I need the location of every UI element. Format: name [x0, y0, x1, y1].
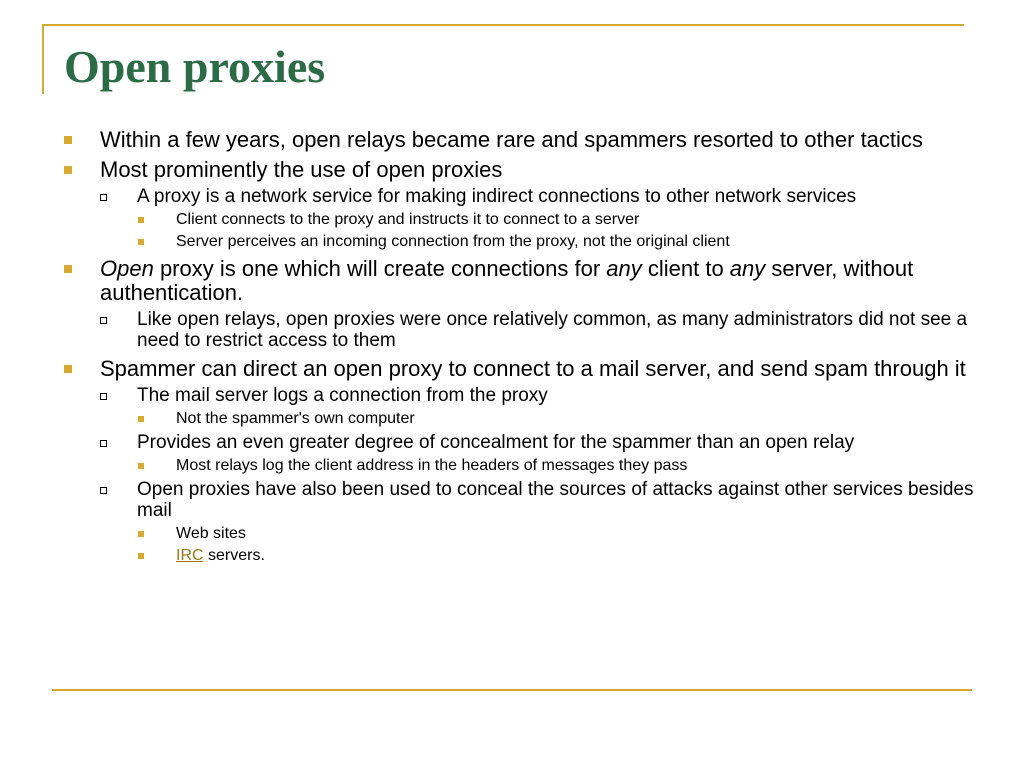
- frame-left-line: [42, 24, 44, 94]
- square-bullet-icon: [138, 416, 144, 422]
- hollow-square-bullet-icon: [100, 317, 107, 324]
- bullet-text: Within a few years, open relays became rare and spammers resorted to other tactics: [100, 127, 923, 152]
- square-bullet-icon: [138, 217, 144, 223]
- sub-sub-bullet-text: Not the spammer's own computer: [176, 410, 415, 427]
- bullet-text: [100, 256, 913, 305]
- slide-title: Open proxies: [64, 41, 326, 92]
- sub-sub-bullet-item: [0, 210, 1000, 229]
- sub-sub-bullet-text: Client connects to the proxy and instructs it to connect to a server: [176, 211, 640, 228]
- text-segment: proxy is one which will create connections for: [153, 256, 607, 281]
- sub-bullet-item: [0, 432, 1000, 453]
- hollow-square-bullet-icon: [100, 487, 107, 494]
- sub-bullet-item: [0, 186, 1000, 207]
- square-bullet-icon: [138, 531, 144, 537]
- sub-bullet-text: Provides an even greater degree of concealment for the spammer than an open relay: [137, 432, 855, 453]
- sub-sub-bullet-item: [0, 524, 1000, 543]
- bullet-text: Most prominently the use of open proxies: [100, 157, 503, 182]
- irc-link[interactable]: IRC: [176, 547, 204, 564]
- sub-sub-bullet-text: Most relays log the client address in the headers of messages they pass: [176, 457, 688, 474]
- slide-body: [0, 128, 1000, 565]
- square-bullet-icon: [64, 136, 72, 144]
- square-bullet-icon: [138, 239, 144, 245]
- emphasis-any: any: [606, 256, 642, 281]
- sub-sub-bullet-text: Web sites: [176, 525, 246, 542]
- sub-bullet-item: [0, 385, 1000, 406]
- text-segment: server, without authentication.: [100, 256, 914, 305]
- text-segment: servers.: [203, 547, 265, 564]
- bullet-item: [0, 128, 1000, 152]
- bullet-item: [0, 257, 1000, 305]
- sub-sub-bullet-text: Server perceives an incoming connection from the proxy, not the original client: [176, 233, 730, 250]
- square-bullet-icon: [138, 553, 144, 559]
- emphasis-any: any: [729, 256, 766, 281]
- sub-sub-bullet-text: [176, 547, 265, 564]
- square-bullet-icon: [64, 365, 72, 373]
- sub-bullet-text: The mail server logs a connection from the proxy: [137, 385, 548, 406]
- bullet-text: Spammer can direct an open proxy to connect to a mail server, and send spam through it: [100, 356, 966, 381]
- square-bullet-icon: [64, 166, 72, 174]
- sub-bullet-text: Open proxies have also been used to conceal the sources of attacks against other services besides mail: [137, 479, 974, 521]
- sub-bullet-item: [0, 309, 1000, 351]
- bullet-item: [0, 158, 1000, 182]
- bullet-item: [0, 357, 1000, 381]
- sub-bullet-text: Like open relays, open proxies were once relatively common, as many administrators did not see a need to restrict access to them: [137, 309, 968, 351]
- hollow-square-bullet-icon: [100, 440, 107, 447]
- sub-bullet-text: A proxy is a network service for making indirect connections to other network services: [137, 186, 857, 207]
- sub-sub-bullet-item: [0, 456, 1000, 475]
- sub-sub-bullet-item: [0, 232, 1000, 251]
- hollow-square-bullet-icon: [100, 393, 107, 400]
- text-segment: client to: [641, 256, 730, 281]
- emphasis-open: Open: [100, 256, 154, 281]
- square-bullet-icon: [64, 265, 72, 273]
- frame-top-line: [42, 24, 964, 26]
- square-bullet-icon: [138, 463, 144, 469]
- frame-bottom-line: [52, 689, 972, 691]
- sub-sub-bullet-item: [0, 409, 1000, 428]
- sub-bullet-item: [0, 479, 1000, 521]
- sub-sub-bullet-item: [0, 546, 1000, 565]
- hollow-square-bullet-icon: [100, 194, 107, 201]
